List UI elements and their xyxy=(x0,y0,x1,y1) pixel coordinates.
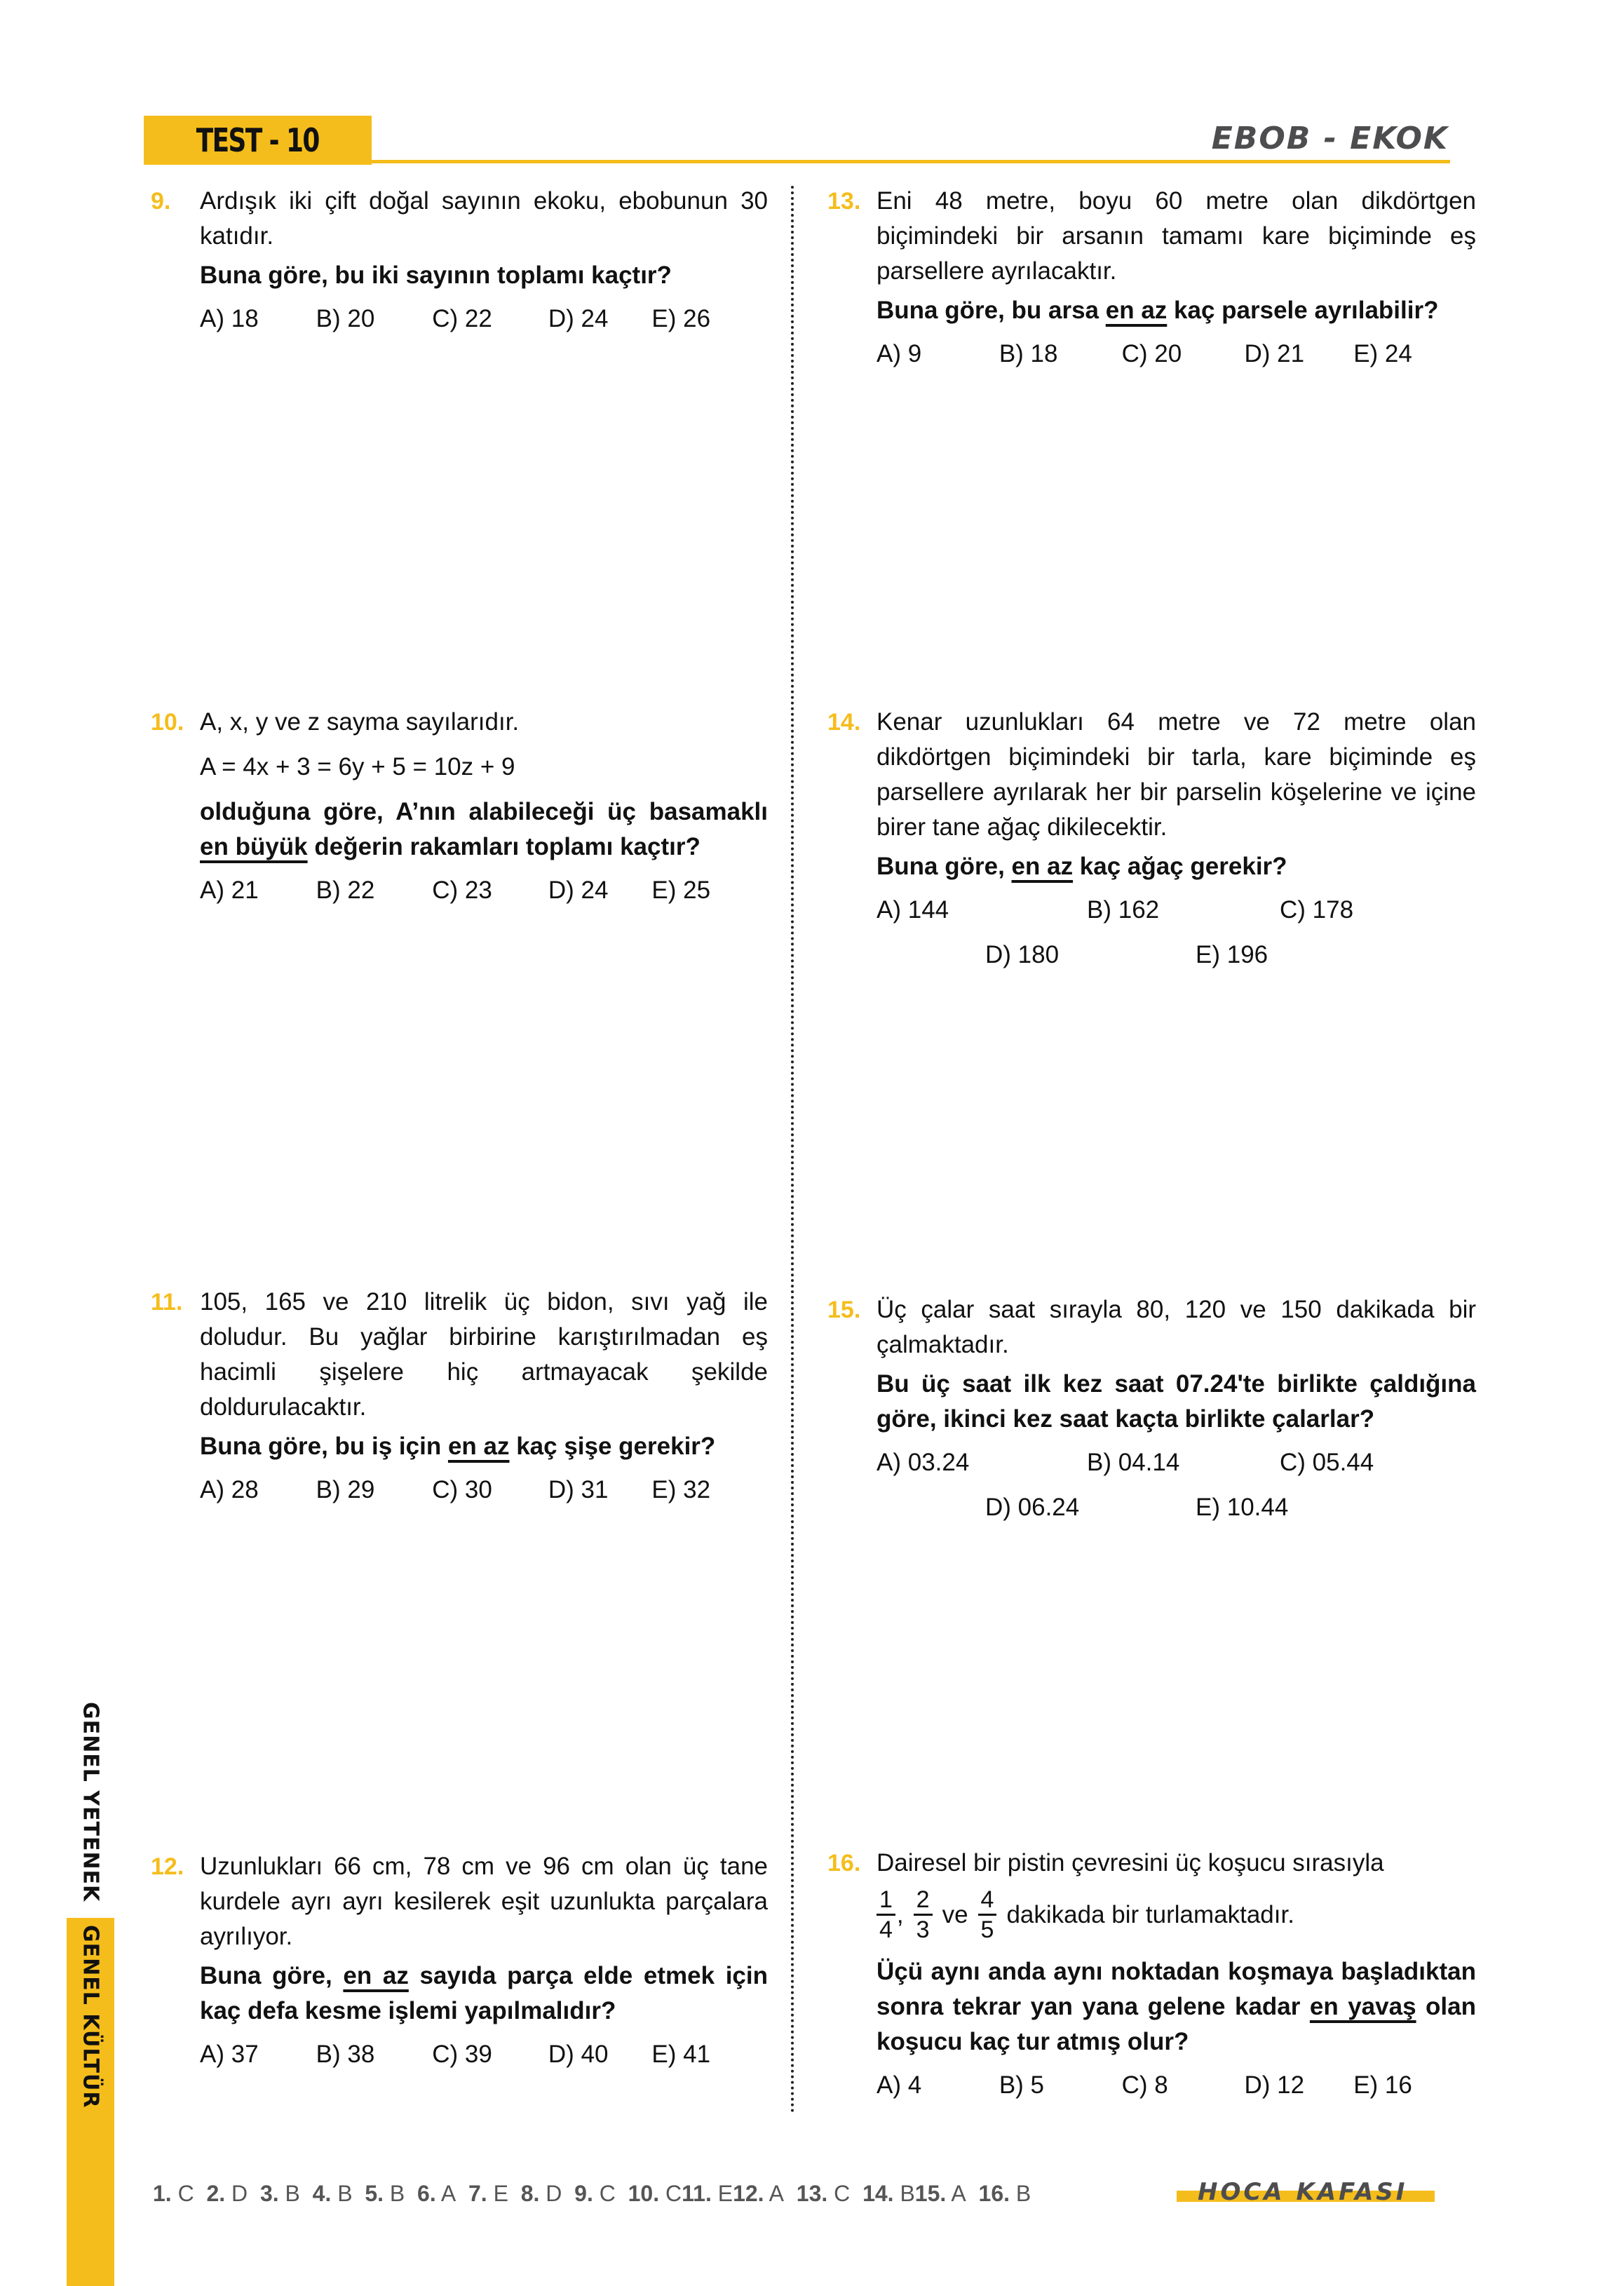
answer-number: 5. xyxy=(365,2181,384,2206)
answer-letter: E xyxy=(493,2181,508,2206)
choices xyxy=(200,2037,768,2072)
answer-letter: B xyxy=(337,2181,353,2206)
question-prompt: Bu üç saat ilk kez saat 07.24'te birlikte çaldığına göre, ikinci kez saat kaçta birlikte çalarlar? xyxy=(877,1370,1476,1433)
question-prompt xyxy=(200,794,768,865)
question-11 xyxy=(151,1285,768,1508)
choice-c[interactable]: C) 22 xyxy=(432,305,492,332)
choice-c[interactable]: C) 20 xyxy=(1121,340,1182,367)
prompt-emphasis: en az xyxy=(447,1433,510,1460)
question-number: 12. xyxy=(151,1853,184,1880)
answer-number: 6. xyxy=(417,2181,436,2206)
prompt-emphasis: en az xyxy=(343,1962,409,1989)
answer-letter: B xyxy=(389,2181,405,2206)
prompt-emphasis: en az xyxy=(1105,297,1168,324)
prompt-emphasis: en az xyxy=(1011,853,1074,880)
header-rule xyxy=(372,160,1450,163)
choice-a[interactable]: A) 21 xyxy=(200,877,259,904)
choice-a[interactable]: A) 18 xyxy=(200,305,259,332)
equation: A = 4x + 3 = 6y + 5 = 10z + 9 xyxy=(200,753,515,780)
answer-number: 12. xyxy=(733,2181,764,2206)
question-16 xyxy=(827,1846,1476,2103)
choice-c[interactable]: C) 30 xyxy=(432,1476,492,1503)
sidebar-section-genel-yetenek: GENEL YETENEK xyxy=(78,1702,103,1902)
choice-d[interactable]: D) 06.24 xyxy=(985,1494,1080,1521)
choices xyxy=(877,337,1476,372)
answer-letter: C xyxy=(834,2181,851,2206)
choice-a[interactable]: A) 144 xyxy=(877,896,949,924)
choice-c[interactable]: C) 8 xyxy=(1121,2071,1168,2099)
question-14 xyxy=(827,705,1476,973)
answer-number: 8. xyxy=(520,2181,540,2206)
question-13 xyxy=(827,184,1476,372)
answer-letter: D xyxy=(546,2181,562,2206)
separator: , xyxy=(896,1900,904,1928)
choice-e[interactable]: E) 26 xyxy=(651,305,711,332)
answer-letter: C xyxy=(665,2181,682,2206)
question-prompt xyxy=(877,1954,1476,2060)
question-text: Üç çalar saat sırayla 80, 120 ve 150 dakikada bir çalmaktadır. xyxy=(877,1296,1476,1358)
answer-number: 10. xyxy=(628,2181,660,2206)
choice-e[interactable]: E) 24 xyxy=(1353,340,1412,367)
answer-letter: A xyxy=(951,2181,966,2206)
answer-number: 9. xyxy=(574,2181,593,2206)
prompt-emphasis: en yavaş xyxy=(1309,1993,1416,2020)
prompt-pre: Üçü aynı anda aynı noktadan koşmaya başladıktan sonra tekrar yan yana gelene kadar xyxy=(877,1958,1476,2020)
question-number: 16. xyxy=(827,1850,861,1876)
prompt-pre: olduğuna göre, A’nın alabileceği üç basamaklı xyxy=(200,798,768,825)
answer-letter: A xyxy=(440,2181,456,2206)
brand-logo xyxy=(1177,2179,1435,2205)
answer-number: 4. xyxy=(312,2181,332,2206)
choices xyxy=(200,1473,768,1508)
question-number: 10. xyxy=(151,709,184,736)
numerator: 2 xyxy=(914,1888,933,1916)
topic-title: EBOB - EKOK xyxy=(1211,121,1449,156)
choice-e[interactable]: E) 25 xyxy=(651,877,711,904)
prompt-post: kaç parsele ayrılabilir? xyxy=(1167,297,1439,324)
choice-d[interactable]: D) 24 xyxy=(548,877,609,904)
question-prompt xyxy=(200,1429,768,1464)
choice-d[interactable]: D) 21 xyxy=(1244,340,1305,367)
denominator: 4 xyxy=(879,1916,893,1943)
choice-e[interactable]: E) 10.44 xyxy=(1196,1494,1289,1521)
question-9 xyxy=(151,184,768,337)
question-prompt xyxy=(877,849,1476,884)
answer-number: 11. xyxy=(682,2181,712,2206)
answer-number: 15. xyxy=(914,2181,947,2206)
choice-e[interactable]: E) 41 xyxy=(651,2041,711,2068)
choices-row-2 xyxy=(985,938,1476,973)
numerator: 4 xyxy=(978,1888,997,1916)
fraction-3 xyxy=(978,1888,997,1942)
prompt-post: değerin rakamları toplamı kaçtır? xyxy=(307,833,701,860)
answer-letter: E xyxy=(717,2181,733,2206)
choice-a[interactable]: A) 4 xyxy=(877,2071,922,2099)
choices xyxy=(200,302,768,337)
question-number: 14. xyxy=(827,709,861,736)
choice-b[interactable]: B) 18 xyxy=(999,340,1058,367)
question-number: 9. xyxy=(151,188,171,215)
choice-a[interactable]: A) 03.24 xyxy=(877,1449,970,1476)
choice-b[interactable]: B) 29 xyxy=(316,1476,375,1503)
choices xyxy=(877,2068,1476,2103)
separator-ve: ve xyxy=(942,1900,968,1928)
answer-number: 16. xyxy=(978,2181,1010,2206)
answer-key xyxy=(153,2181,1031,2207)
choices-row-1 xyxy=(877,1445,1476,1480)
choices xyxy=(200,873,768,908)
question-prompt xyxy=(877,293,1476,328)
question-12 xyxy=(151,1849,768,2072)
answer-number: 7. xyxy=(468,2181,487,2206)
question-text: Eni 48 metre, boyu 60 metre olan dikdörtgen biçimindeki bir arsanın tamamı kare biçiminde eş parsellere ayrılacaktır. xyxy=(877,187,1476,285)
answer-letter: B xyxy=(900,2181,915,2206)
denominator: 5 xyxy=(980,1916,994,1943)
denominator: 3 xyxy=(916,1916,930,1943)
choice-b[interactable]: B) 20 xyxy=(316,305,375,332)
sidebar-section-genel-kultur: GENEL KÜLTÜR xyxy=(67,1918,114,2286)
prompt-pre: Buna göre, xyxy=(200,1962,344,1989)
answer-letter: D xyxy=(231,2181,248,2206)
choice-b[interactable]: B) 162 xyxy=(1087,896,1160,924)
answer-number: 2. xyxy=(206,2181,226,2206)
choice-c[interactable]: C) 178 xyxy=(1280,896,1354,924)
fraction-1 xyxy=(877,1888,895,1942)
question-text: Uzunlukları 66 cm, 78 cm ve 96 cm olan üç tane kurdele ayrı ayrı kesilerek eşit uzunlukta parçalara ayrılıyor. xyxy=(200,1853,768,1950)
answer-letter: A xyxy=(769,2181,785,2206)
test-badge xyxy=(144,116,372,165)
question-number: 11. xyxy=(151,1289,183,1316)
test-label: TEST - 10 xyxy=(196,121,320,159)
question-number: 13. xyxy=(827,188,861,215)
answer-number: 1. xyxy=(153,2181,172,2206)
question-number: 15. xyxy=(827,1297,861,1323)
choice-d[interactable]: D) 12 xyxy=(1244,2071,1305,2099)
choice-a[interactable]: A) 28 xyxy=(200,1476,259,1503)
question-prompt xyxy=(200,1959,768,2029)
answer-number: 13. xyxy=(796,2181,828,2206)
prompt-post: kaç şişe gerekir? xyxy=(509,1433,716,1460)
answer-letter: C xyxy=(599,2181,616,2206)
choice-b[interactable]: B) 38 xyxy=(316,2041,375,2068)
question-text: 105, 165 ve 210 litrelik üç bidon, sıvı yağ ile doludur. Bu yağlar birbirine karıştırılmadan eş hacimli şişelere hiç artmayacak şekilde doldurulacaktır. xyxy=(200,1288,768,1421)
prompt-post: olan koşucu kaç tur atmış olur? xyxy=(877,1993,1476,2055)
choice-a[interactable]: A) 37 xyxy=(200,2041,259,2068)
choice-d[interactable]: D) 180 xyxy=(985,941,1060,968)
choice-e[interactable]: E) 16 xyxy=(1353,2071,1412,2099)
prompt-emphasis: en büyük xyxy=(200,833,308,860)
choice-b[interactable]: B) 22 xyxy=(316,877,375,904)
choice-e[interactable]: E) 196 xyxy=(1196,941,1268,968)
choice-d[interactable]: D) 40 xyxy=(548,2041,609,2068)
numerator: 1 xyxy=(877,1888,895,1916)
choice-d[interactable]: D) 31 xyxy=(548,1476,609,1503)
prompt-pre: Buna göre, bu arsa xyxy=(877,297,1106,324)
answer-number: 14. xyxy=(862,2181,894,2206)
choices-row-1 xyxy=(877,893,1476,928)
question-text: Ardışık iki çift doğal sayının ekoku, ebobunun 30 katıdır. xyxy=(200,187,768,250)
fraction-suffix: dakikada bir turlamaktadır. xyxy=(1006,1900,1294,1928)
column-divider xyxy=(791,186,794,2114)
prompt-post: kaç ağaç gerekir? xyxy=(1073,853,1287,880)
choice-c[interactable]: C) 39 xyxy=(432,2041,492,2068)
choice-e[interactable]: E) 32 xyxy=(651,1476,711,1503)
choice-c[interactable]: C) 05.44 xyxy=(1280,1449,1374,1476)
answer-letter: C xyxy=(177,2181,194,2206)
choice-b[interactable]: B) 04.14 xyxy=(1087,1449,1180,1476)
choice-b[interactable]: B) 5 xyxy=(999,2071,1045,2099)
choice-d[interactable]: D) 24 xyxy=(548,305,609,332)
answer-letter: B xyxy=(285,2181,300,2206)
prompt-post: sayıda parça elde etmek için kaç defa kesme işlemi yapılmalıdır? xyxy=(200,1962,768,2024)
fraction-line xyxy=(877,1888,1476,1942)
choice-c[interactable]: C) 23 xyxy=(432,877,492,904)
answer-letter: B xyxy=(1015,2181,1031,2206)
question-text: A, x, y ve z sayma sayılarıdır. xyxy=(200,708,520,736)
prompt-pre: Buna göre, xyxy=(877,853,1012,880)
brand-name: HOCA KAFASI xyxy=(1198,2178,1408,2206)
fraction-2 xyxy=(914,1888,933,1942)
question-10 xyxy=(151,705,768,908)
question-text: Dairesel bir pistin çevresini üç koşucu sırasıyla xyxy=(877,1849,1384,1876)
answer-number: 3. xyxy=(259,2181,279,2206)
question-15 xyxy=(827,1292,1476,1525)
choices-row-2 xyxy=(985,1490,1476,1525)
prompt-pre: Buna göre, bu iş için xyxy=(200,1433,448,1460)
choice-a[interactable]: A) 9 xyxy=(877,340,922,367)
question-text: Kenar uzunlukları 64 metre ve 72 metre olan dikdörtgen biçimindeki bir tarla, kare biçiminde eş parsellere ayrılarak her bir parselin köşelerine ve içine birer tane ağaç dikilecektir. xyxy=(877,708,1476,841)
question-prompt: Buna göre, bu iki sayının toplamı kaçtır? xyxy=(200,262,672,289)
